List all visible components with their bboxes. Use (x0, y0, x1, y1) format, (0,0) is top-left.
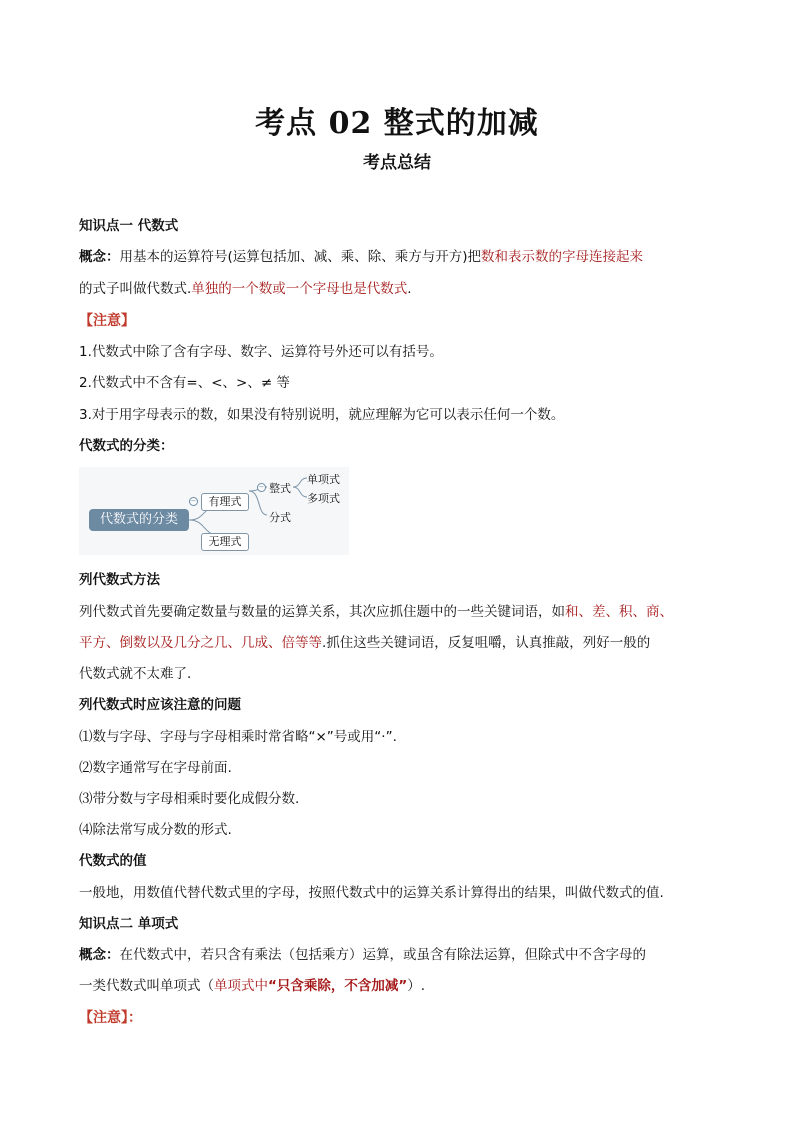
page-title: 考点 02 整式的加减 (255, 106, 539, 141)
collapse-icon: − (190, 497, 197, 505)
mindmap-root: 代数式的分类 (89, 509, 189, 531)
note-label: 【注意】： (79, 1010, 142, 1026)
collapse-icon: − (258, 483, 265, 491)
concept-highlight-bold: “只含乘除，不含加减” (268, 978, 408, 994)
k1-concept-line2 (79, 279, 719, 299)
mindmap-node-fractional: 分式 (269, 511, 291, 524)
method-line1 (79, 602, 719, 622)
mindmap-node-integral: 整式 (269, 482, 291, 495)
k1-concept-line1 (79, 247, 719, 267)
classification-mindmap (79, 467, 349, 555)
concept-highlight: 数和表示数的字母连接起来 (481, 249, 644, 265)
section-heading-k1: 知识点一 代数式 (79, 218, 179, 234)
method-line3: 代数式就不太难了. (79, 666, 192, 682)
mindmap-node-rational: 有理式 (201, 493, 249, 511)
method-line2 (79, 633, 719, 653)
mindmap-node-irrational: 无理式 (201, 533, 249, 551)
classification-heading: 代数式的分类： (79, 438, 174, 454)
concept-text: 的式子叫做代数式. (79, 281, 192, 297)
value-text: 一般地，用数值代替代数式里的字母，按照代数式中的运算关系计算得出的结果，叫做代数式的值. (79, 885, 664, 901)
section-heading-k2: 知识点二 单项式 (79, 916, 179, 932)
method-keywords: 和、差、积、商、 (565, 604, 673, 620)
concept-text: 一类代数式叫单项式（ (79, 978, 214, 994)
value-heading: 代数式的值 (79, 853, 147, 869)
method-keywords: 平方、倒数以及几分之几、几成、倍等等 (79, 635, 322, 651)
concept-label: 概念： (79, 249, 120, 265)
note-item: 3.对于用字母表示的数，如果没有特别说明，就应理解为它可以表示任何一个数。 (79, 407, 565, 423)
method-text: .抓住这些关键词语，反复咀嚼，认真推敲，列好一般的 (322, 635, 651, 651)
method-text: 列代数式首先要确定数量与数量的运算关系，其次应抓住题中的一些关键词语，如 (79, 604, 565, 620)
attention-item: ⑷除法常写成分数的形式. (79, 822, 232, 838)
page-subtitle: 考点总结 (363, 153, 431, 173)
k2-concept-line2 (79, 976, 719, 996)
note-item: 2.代数式中不含有=、<、>、≠ 等 (79, 375, 290, 391)
concept-text: 在代数式中，若只含有乘法（包括乘方）运算，或虽含有除法运算，但除式中不含字母的 (119, 947, 646, 963)
mindmap-node-polynomial: 多项式 (307, 492, 340, 505)
attention-item: ⑶带分数与字母相乘时要化成假分数. (79, 791, 300, 807)
concept-label: 概念： (79, 947, 120, 963)
mindmap-node-monomial: 单项式 (307, 473, 340, 486)
attention-item: ⑵数字通常写在字母前面. (79, 760, 232, 776)
concept-text: ）. (407, 978, 426, 994)
concept-end: . (407, 281, 412, 297)
concept-text: 用基本的运算符号(运算包括加、减、乘、除、乘方与开方)把 (119, 249, 482, 265)
concept-highlight: 单独的一个数或一个字母也是代数式 (191, 281, 408, 297)
method-heading: 列代数式方法 (79, 572, 160, 588)
k2-concept-line1 (79, 945, 719, 965)
note-item: 1.代数式中除了含有字母、数字、运算符号外还可以有括号。 (79, 344, 443, 360)
note-label: 【注意】 (79, 313, 135, 329)
attention-item: ⑴数与字母、字母与字母相乘时常省略“×”号或用“·”. (79, 729, 397, 745)
concept-highlight: 单项式中 (214, 978, 268, 994)
attention-heading: 列代数式时应该注意的问题 (79, 697, 241, 713)
